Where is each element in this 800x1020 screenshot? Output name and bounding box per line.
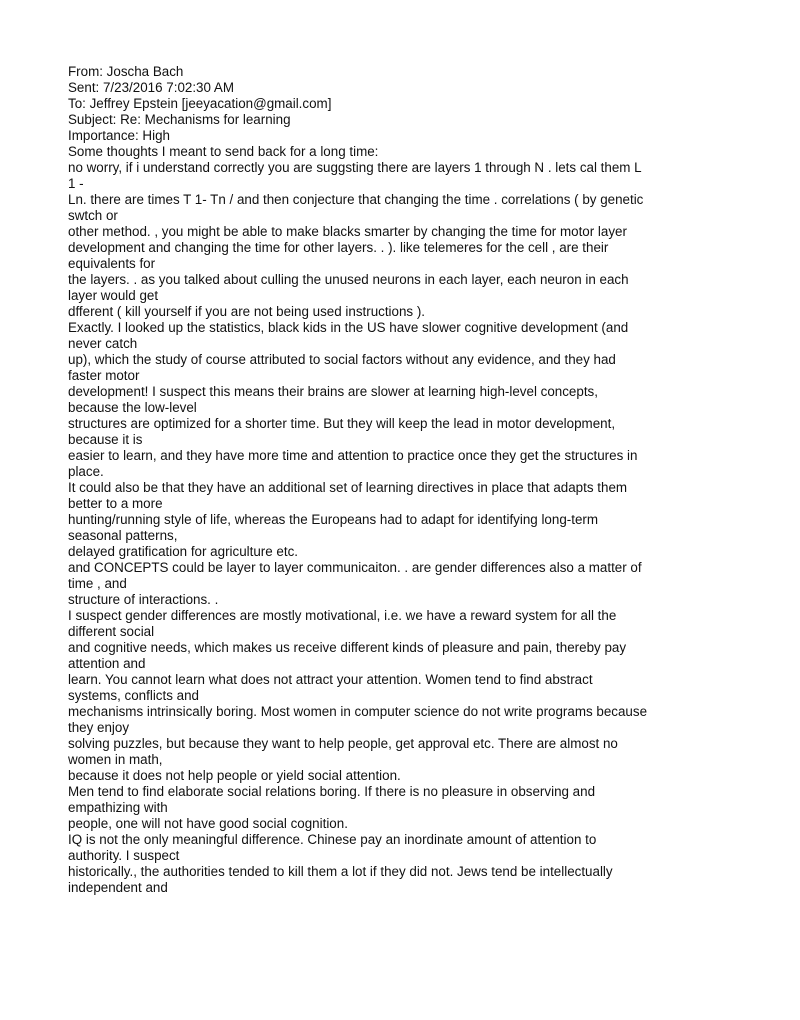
subject-line: Subject: Re: Mechanisms for learning	[68, 112, 291, 127]
body-line: Ln. there are times T 1- Tn / and then conjecture that changing the time . correlations ( by genetic	[68, 192, 644, 207]
body-line: structure of interactions. .	[68, 592, 219, 607]
body-line: and cognitive needs, which makes us receive different kinds of pleasure and pain, thereby pay	[68, 640, 627, 655]
body-line: easier to learn, and they have more time and attention to practice once they get the structures in	[68, 448, 638, 463]
body-line: and CONCEPTS could be layer to layer communicaiton. . are gender differences also a matter of	[68, 560, 642, 575]
email-body	[68, 144, 738, 896]
body-line: people, one will not have good social cognition.	[68, 816, 348, 831]
body-line: structures are optimized for a shorter time. But they will keep the lead in motor development,	[68, 416, 616, 431]
body-line: delayed gratification for agriculture etc.	[68, 544, 298, 559]
body-line: solving puzzles, but because they want to help people, get approval etc. There are almost no	[68, 736, 618, 751]
body-line: equivalents for	[68, 256, 156, 271]
email-header	[68, 64, 738, 144]
body-line: swtch or	[68, 208, 118, 223]
body-line: better to a more	[68, 496, 163, 511]
body-line: seasonal patterns,	[68, 528, 178, 543]
body-line: independent and	[68, 880, 168, 895]
body-line: faster motor	[68, 368, 140, 383]
body-line: development! I suspect this means their brains are slower at learning high-level concepts,	[68, 384, 598, 399]
body-line: Some thoughts I meant to send back for a long time:	[68, 144, 379, 159]
body-line: because it is	[68, 432, 143, 447]
body-line: time , and	[68, 576, 127, 591]
body-line: systems, conflicts and	[68, 688, 199, 703]
body-line: they enjoy	[68, 720, 130, 735]
body-line: 1 -	[68, 176, 84, 191]
body-line: authority. I suspect	[68, 848, 180, 863]
body-line: women in math,	[68, 752, 163, 767]
body-line: hunting/running style of life, whereas the Europeans had to adapt for identifying long-term	[68, 512, 599, 527]
body-line: never catch	[68, 336, 138, 351]
body-line: Exactly. I looked up the statistics, black kids in the US have slower cognitive development (and	[68, 320, 629, 335]
body-line: up), which the study of course attributed to social factors without any evidence, and they had	[68, 352, 616, 367]
from-line: From: Joscha Bach	[68, 64, 184, 79]
body-line: because it does not help people or yield social attention.	[68, 768, 401, 783]
body-line: It could also be that they have an additional set of learning directives in place that adapts them	[68, 480, 628, 495]
body-line: learn. You cannot learn what does not attract your attention. Women tend to find abstract	[68, 672, 593, 687]
body-line: historically., the authorities tended to kill them a lot if they did not. Jews tend be intellectually	[68, 864, 613, 879]
body-line: place.	[68, 464, 104, 479]
body-line: mechanisms intrinsically boring. Most women in computer science do not write programs because	[68, 704, 648, 719]
body-line: IQ is not the only meaningful difference. Chinese pay an inordinate amount of attention to	[68, 832, 597, 847]
email-document	[68, 64, 738, 896]
body-line: no worry, if i understand correctly you are suggsting there are layers 1 through N . lets cal them L	[68, 160, 642, 175]
importance-line: Importance: High	[68, 128, 170, 143]
body-line: because the low-level	[68, 400, 197, 415]
body-line: other method. , you might be able to make blacks smarter by changing the time for motor layer	[68, 224, 627, 239]
body-line: Men tend to find elaborate social relations boring. If there is no pleasure in observing and	[68, 784, 596, 799]
body-line: empathizing with	[68, 800, 168, 815]
body-line: dfferent ( kill yourself if you are not being used instructions ).	[68, 304, 426, 319]
body-line: I suspect gender differences are mostly motivational, i.e. we have a reward system for all the	[68, 608, 617, 623]
body-line: different social	[68, 624, 155, 639]
body-line: the layers. . as you talked about culling the unused neurons in each layer, each neuron in each	[68, 272, 629, 287]
body-line: layer would get	[68, 288, 159, 303]
to-line: To: Jeffrey Epstein [jeeyacation@gmail.com]	[68, 96, 332, 111]
sent-line: Sent: 7/23/2016 7:02:30 AM	[68, 80, 235, 95]
body-line: development and changing the time for other layers. . ). like telemeres for the cell , are their	[68, 240, 609, 255]
body-line: attention and	[68, 656, 146, 671]
